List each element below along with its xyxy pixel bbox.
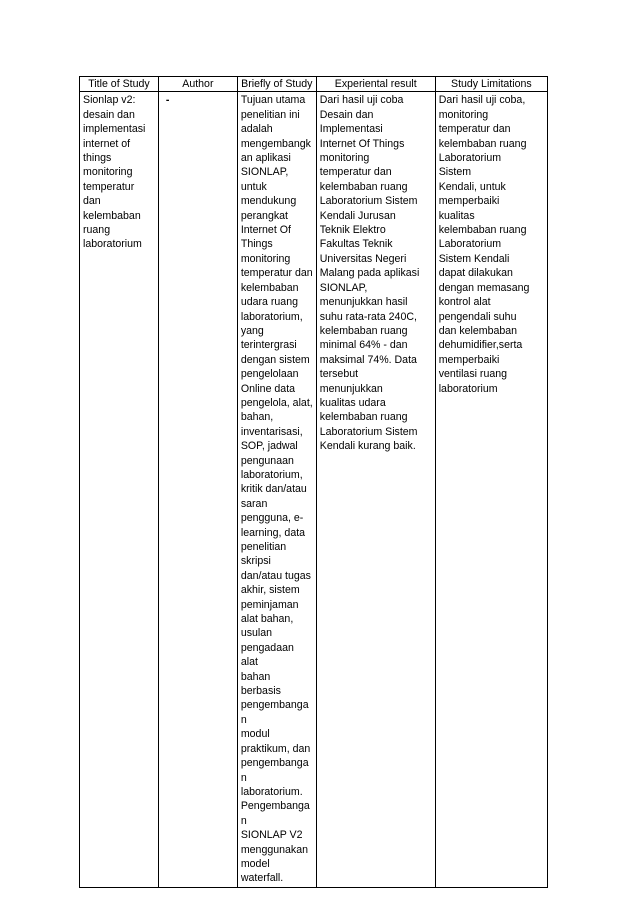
cell-study-limitations: Dari hasil uji coba, monitoring temperatur dan kelembaban ruang Laboratorium Sistem Kendali, untuk memperbaiki kualitas kelembaban ruang Laboratorium Sistem Kendali dapat dilakukan dengan memasang kontrol alat pengendali suhu dan kelembaban dehumidifier,serta memperbaiki ventilasi ruang laboratorium (435, 92, 547, 887)
cell-briefly-of-study: Tujuan utama penelitian ini adalah mengembangk an aplikasi SIONLAP, untuk mendukung perangkat Internet Of Things monitoring temperatur dan kelembaban udara ruang laboratorium, yang terintergrasi dengan sistem pengelolaan Online data pengelola, alat, bahan, inventarisasi, SOP, jadwal pengunaan laboratorium, kritik dan/atau saran pengguna, e- learning, data penelitian skripsi dan/atau tugas akhir, sistem peminjaman alat bahan, usulan pengadaan alat bahan berbasis pengembangan modul praktikum, dan pengembangan laboratorium. Pengembangan SIONLAP V2 menggunakan model waterfall. (237, 92, 316, 887)
header-study-limitations: Study Limitations (435, 77, 547, 92)
header-briefly-of-study: Briefly of Study (237, 77, 316, 92)
cell-author: - (158, 92, 237, 887)
cell-title-of-study: Sionlap v2: desain dan implementasi internet of things monitoring temperatur dan kelembaban ruang laboratorium (80, 92, 159, 887)
header-author: Author (158, 77, 237, 92)
header-row (80, 77, 548, 92)
header-experiental-result: Experiental result (316, 77, 435, 92)
cell-experiental-result: Dari hasil uji coba Desain dan Implementasi Internet Of Things monitoring temperatur dan kelembaban ruang Laboratorium Sistem Kendali Jurusan Teknik Elektro Fakultas Teknik Universitas Negeri Malang pada aplikasi SIONLAP, menunjukkan hasil suhu rata-rata 240C, kelembaban ruang minimal 64% - dan maksimal 74%. Data tersebut menunjukkan kualitas udara kelembaban ruang Laboratorium Sistem Kendali kurang baik. (316, 92, 435, 887)
literature-review-table (79, 76, 548, 888)
table-body (80, 92, 548, 887)
header-title-of-study: Title of Study (80, 77, 159, 92)
table-row (80, 92, 548, 887)
table-header (80, 77, 548, 92)
